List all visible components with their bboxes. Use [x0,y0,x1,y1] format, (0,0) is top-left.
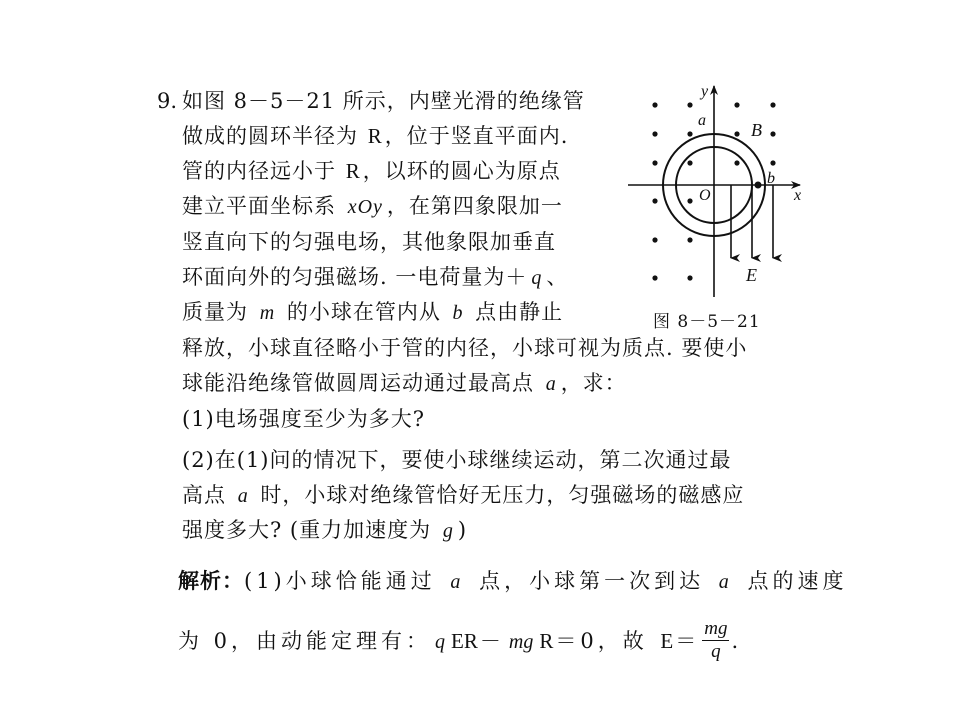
y-axis-label: y [701,83,709,100]
problem-line-4: 建立平面坐标系 xOy ，在第四象限加一 [182,194,563,218]
field-strength-fraction [702,618,729,663]
question-2-line-2: 高点 a 时，小球对绝缘管恰好无压力，匀强磁场的磁感应 [182,483,745,507]
problem-line-9: 球能沿绝缘管做圆周运动通过最高点 a ，求： [182,371,627,395]
solution-heading: 解析： [178,568,244,593]
fraction-numerator: mg [704,618,728,639]
solution-line-1: 解析：(1)小球恰能通过 a 点，小球第一次到达 a 点的速度 [178,568,848,593]
problem-line-8: 释放，小球直径略小于管的内径，小球可视为质点. 要使小 [182,336,748,360]
problem-line-7: 质量为 m 的小球在管内从 b 点由静止 [182,300,564,324]
x-axis-label: x [794,187,802,204]
point-a-label: a [698,112,706,129]
question-1: (1)电场强度至少为多大? [182,407,426,431]
solution-period: . [731,629,743,653]
figure-caption: 图 8－5－21 [653,312,761,332]
problem-line-6: 环面向外的匀强磁场. 一电荷量为＋ q 、 [182,265,569,289]
point-b-label: b [767,170,775,187]
field-diagram [620,80,820,340]
problem-line-1: 如图 8－5－21 所示，内壁光滑的绝缘管 [182,89,585,113]
problem-line-5: 竖直向下的匀强电场，其他象限加垂直 [182,230,556,254]
solution-line-2: 为 0，由动能定理有： q ER－ mg R＝0，故 E＝ $\frac{mg}{q}$ . [178,618,743,662]
problem-line-2: 做成的圆环半径为 R，位于竖直平面内. [182,124,569,148]
figure-8-5-21 [620,80,820,340]
question-2-line-3: 强度多大? (重力加速度为 g ) [182,518,468,542]
magnetic-field-label: B [751,120,762,140]
fraction-denominator: q [711,641,721,662]
problem-line-3: 管的内径远小于 R，以环的圆心为原点 [182,159,561,183]
electric-field-label: E [746,265,757,285]
origin-label: O [699,187,711,204]
question-2-line-1: (2)在(1)问的情况下，要使小球继续运动，第二次通过最 [182,448,732,472]
problem-number: 9. [157,89,178,113]
